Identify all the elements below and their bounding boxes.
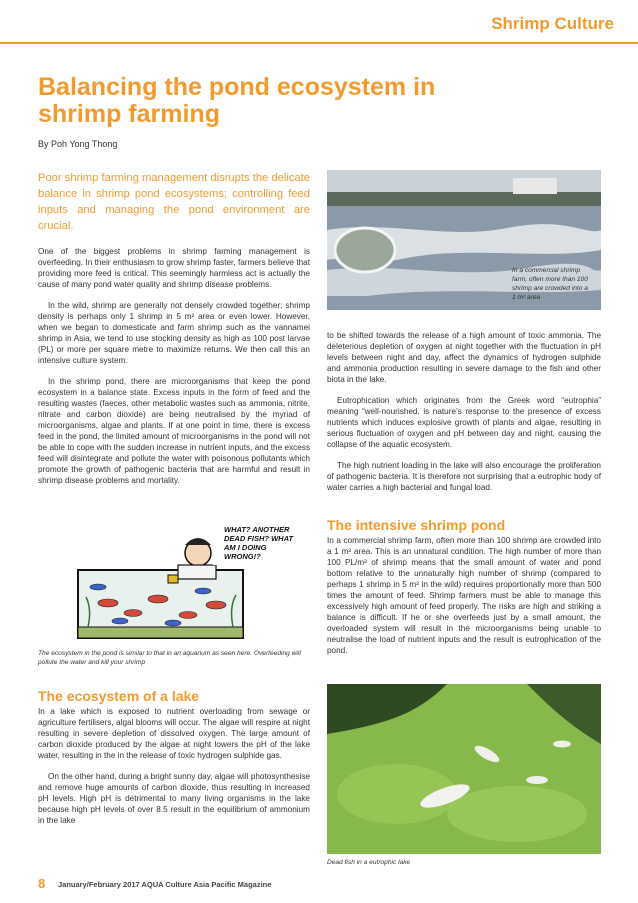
- byline: By Poh Yong Thong: [38, 139, 118, 149]
- lake-heading: The ecosystem of a lake: [38, 688, 200, 704]
- header-rule: [0, 42, 638, 44]
- intensive-body: [327, 535, 601, 666]
- dead-fish-image: [327, 684, 601, 854]
- paragraph: In the shrimp pond, there are microorganisms that keep the pond ecosystem in a balance state. Excess inputs in the form of feed and the resulting wastes (faeces, other metabolic wastes such as ammonia, nitrite, nitrate and carbon dioxide) are being neutralised by the myriad of microorganisms, algae and plants. If at one point in time, there is excess feed in the pond, the limited amount of microorganisms in the pond will not be able to cope with the sudden increase in nutrient inputs, and the excess feed will disintegrate and pollute the water with poisonous pollutants which promote the growth of pathogenic bacteria that are harmful and result in shrimp disease problems and mortality.: [38, 377, 310, 485]
- standfirst: Poor shrimp farming management disrupts the delicate balance in shrimp pond ecosystems; controlling feed inputs and managing the pond environment are crucial.: [38, 172, 310, 232]
- intensive-heading: The intensive shrimp pond: [327, 517, 506, 533]
- aquarium-cartoon: [38, 515, 310, 645]
- footer-issue: January/February 2017 AQUA Culture Asia Pacific Magazine: [58, 880, 272, 889]
- lake-body: [38, 706, 310, 836]
- column-1-body: [38, 246, 310, 496]
- column-2-body: [327, 330, 601, 503]
- paragraph: In a lake which is exposed to nutrient overloading from sewage or agriculture fertilisers, algal blooms will occur. The algae will respire at night resulting in severe depletion of dissolved oxygen. The large amount of carbon dioxide produced by the algae at night lowers the pH of the lake water, resulting in the in the release of toxic hydrogen sulphide gas.: [38, 707, 310, 760]
- paragraph: The high nutrient loading in the lake will also encourage the proliferation of pathogenic bacteria. It is therefore not surprising that a eutrophic body of water carries a high bacterial and fungal load.: [327, 461, 601, 492]
- paragraph: In the wild, shrimp are generally not densely crowded together; shrimp density is perhaps only 1 shrimp in 5 m² area or even lower. However, when we began to domesticate and farm shrimp such as the vannamei shrimp in Asia, we tend to use stocking density as high as 100 post larvae (PL) or more per square metre to maximize returns. We then call this an intensive culture system.: [38, 301, 310, 365]
- cartoon-speech-bubble: WHAT? ANOTHER DEAD FISH? WHAT AM I DOING WRONG!?: [224, 525, 294, 561]
- cartoon-caption: The ecosystem in the pond is similar to that in an aquarium as seen here. Overfeeding will pollute the water and kill your shrimp: [38, 650, 301, 666]
- paragraph: In a commercial shrimp farm, often more than 100 shrimp are crowded into a 1 m² area. This is an unnatural condition. The high number of more than 100 PL/m² of shrimp means that the small amount of water and pond bottom relative to the unnaturally high number of shrimp (compared to perhaps 1 shrimp in 5 m² in the wild) requires proportionally more than 500 times the amount of feed. Shrimp farmers must be able to manage this excessively high amount of feed properly. The risks are high and striking a balance is difficult. If he or she overfeeds just by a small amount, the overloaded system will result in the microorganisms being unable to neutralise the load of nutrient inputs and the result is eutrophication of the pond.: [327, 536, 601, 655]
- page-number: 8: [38, 876, 46, 891]
- shrimp-farm-caption: In a commercial shrimp farm, often more than 100 shrimp are crowded into a 1 m² area: [512, 267, 588, 301]
- paragraph: One of the biggest problems in shrimp farming management is overfeeding. In their enthusiasm to grow shrimp faster, farmers believe that providing more feed is critical. This seemingly harmless act is actually the cause of many pond water quality and shrimp disease problems.: [38, 247, 310, 289]
- paragraph: On the other hand, during a bright sunny day, algae will photosynthesise and remove huge amounts of carbon dioxide, thus resulting in increased pH levels. High pH is detrimental to many living organisms in the lake because high pH levels of over 8.5 result in the equilibrium of ammonium in the lake: [38, 772, 310, 825]
- dead-fish-caption: Dead fish in a eutrophic lake: [327, 859, 411, 866]
- article-title: Balancing the pond ecosystem in shrimp farming: [38, 73, 436, 128]
- paragraph: Eutrophication which originates from the Greek word “eutrophia” meaning “well-nourished, is nature’s response to the presence of excess nutrients which induces explosive growth of plants and algae, resulting in serious fluctuation of oxygen and pH between day and night, causing the collapse of the aquatic ecosystem.: [327, 396, 601, 449]
- section-label: Shrimp Culture: [491, 14, 614, 33]
- dead-fish-photo: [327, 684, 601, 854]
- paragraph: to be shifted towards the release of a high amount of toxic ammonia. The deleterious depletion of oxygen at night together with the fluctuation in pH levels between night and day, affect the dynamics of hydrogen sulphide and ammonia production resulting in severe damage to the fish and other biota in the lake.: [327, 331, 601, 384]
